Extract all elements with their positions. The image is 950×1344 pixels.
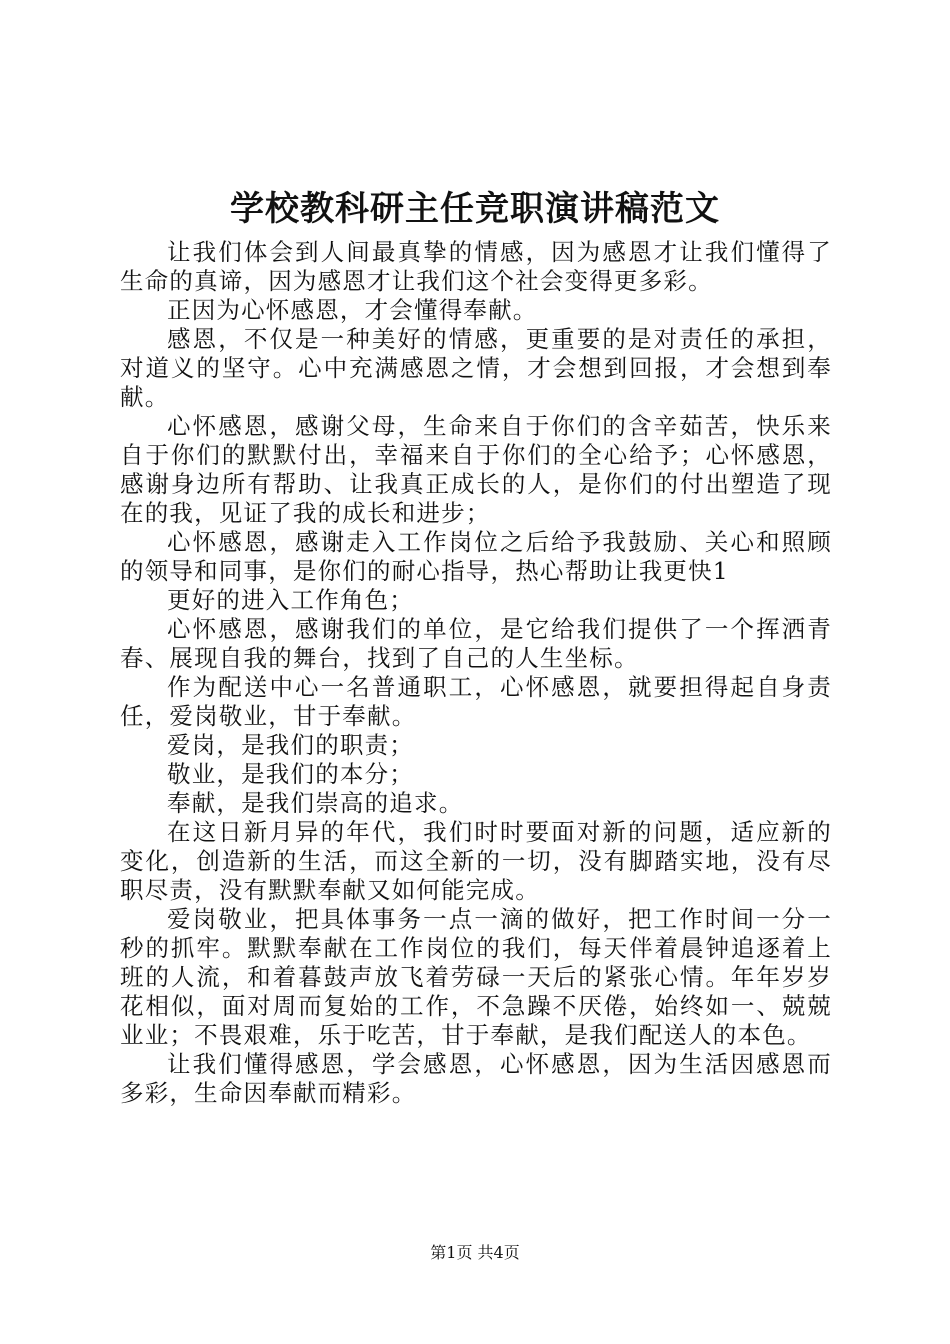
document-title: 学校教科研主任竞职演讲稿范文 xyxy=(230,189,720,229)
paragraph: 感恩，不仅是一种美好的情感，更重要的是对责任的承担，对道义的坚守。心中充满感恩之情，才会想到回报，才会想到奉献。 xyxy=(120,325,832,411)
document-body xyxy=(120,238,832,1108)
paragraph: 爱岗，是我们的职责； xyxy=(167,731,414,759)
paragraph: 心怀感恩，感谢父母，生命来自于你们的含辛茹苦，快乐来自于你们的默默付出，幸福来自于你们的全心给予；心怀感恩，感谢身边所有帮助、让我真正成长的人，是你们的付出塑造了现在的我，见证了我的成长和进步； xyxy=(120,412,832,527)
paragraph: 在这日新月异的年代，我们时时要面对新的问题，适应新的变化，创造新的生活，而这全新的一切，没有脚踏实地，没有尽职尽责，没有默默奉献又如何能完成。 xyxy=(120,818,832,904)
paragraph: 正因为心怀感恩，才会懂得奉献。 xyxy=(167,296,538,324)
paragraph: 爱岗敬业，把具体事务一点一滴的做好，把工作时间一分一秒的抓牢。默默奉献在工作岗位的我们，每天伴着晨钟追逐着上班的人流，和着暮鼓声放飞着劳碌一天后的紧张心情。年年岁岁花相似，面对周而复始的工作，不急躁不厌倦，始终如一、兢兢业业；不畏艰难，乐于吃苦，甘于奉献，是我们配送人的本色。 xyxy=(120,905,832,1049)
page-footer: 第1页 共4页 xyxy=(430,1243,520,1262)
paragraph: 让我们懂得感恩，学会感恩，心怀感恩，因为生活因感恩而多彩，生命因奉献而精彩。 xyxy=(120,1050,832,1107)
paragraph: 心怀感恩，感谢我们的单位，是它给我们提供了一个挥洒青春、展现自我的舞台，找到了自己的人生坐标。 xyxy=(120,615,832,672)
paragraph: 更好的进入工作角色； xyxy=(167,586,414,614)
paragraph: 敬业，是我们的本分； xyxy=(167,760,414,788)
paragraph: 心怀感恩，感谢走入工作岗位之后给予我鼓励、关心和照顾的领导和同事，是你们的耐心指导，热心帮助让我更快1 xyxy=(120,528,832,585)
paragraph: 奉献，是我们崇高的追求。 xyxy=(167,789,464,817)
paragraph: 作为配送中心一名普通职工，心怀感恩，就要担得起自身责任，爱岗敬业，甘于奉献。 xyxy=(120,673,832,730)
paragraph: 让我们体会到人间最真挚的情感，因为感恩才让我们懂得了生命的真谛，因为感恩才让我们这个社会变得更多彩。 xyxy=(120,238,832,295)
